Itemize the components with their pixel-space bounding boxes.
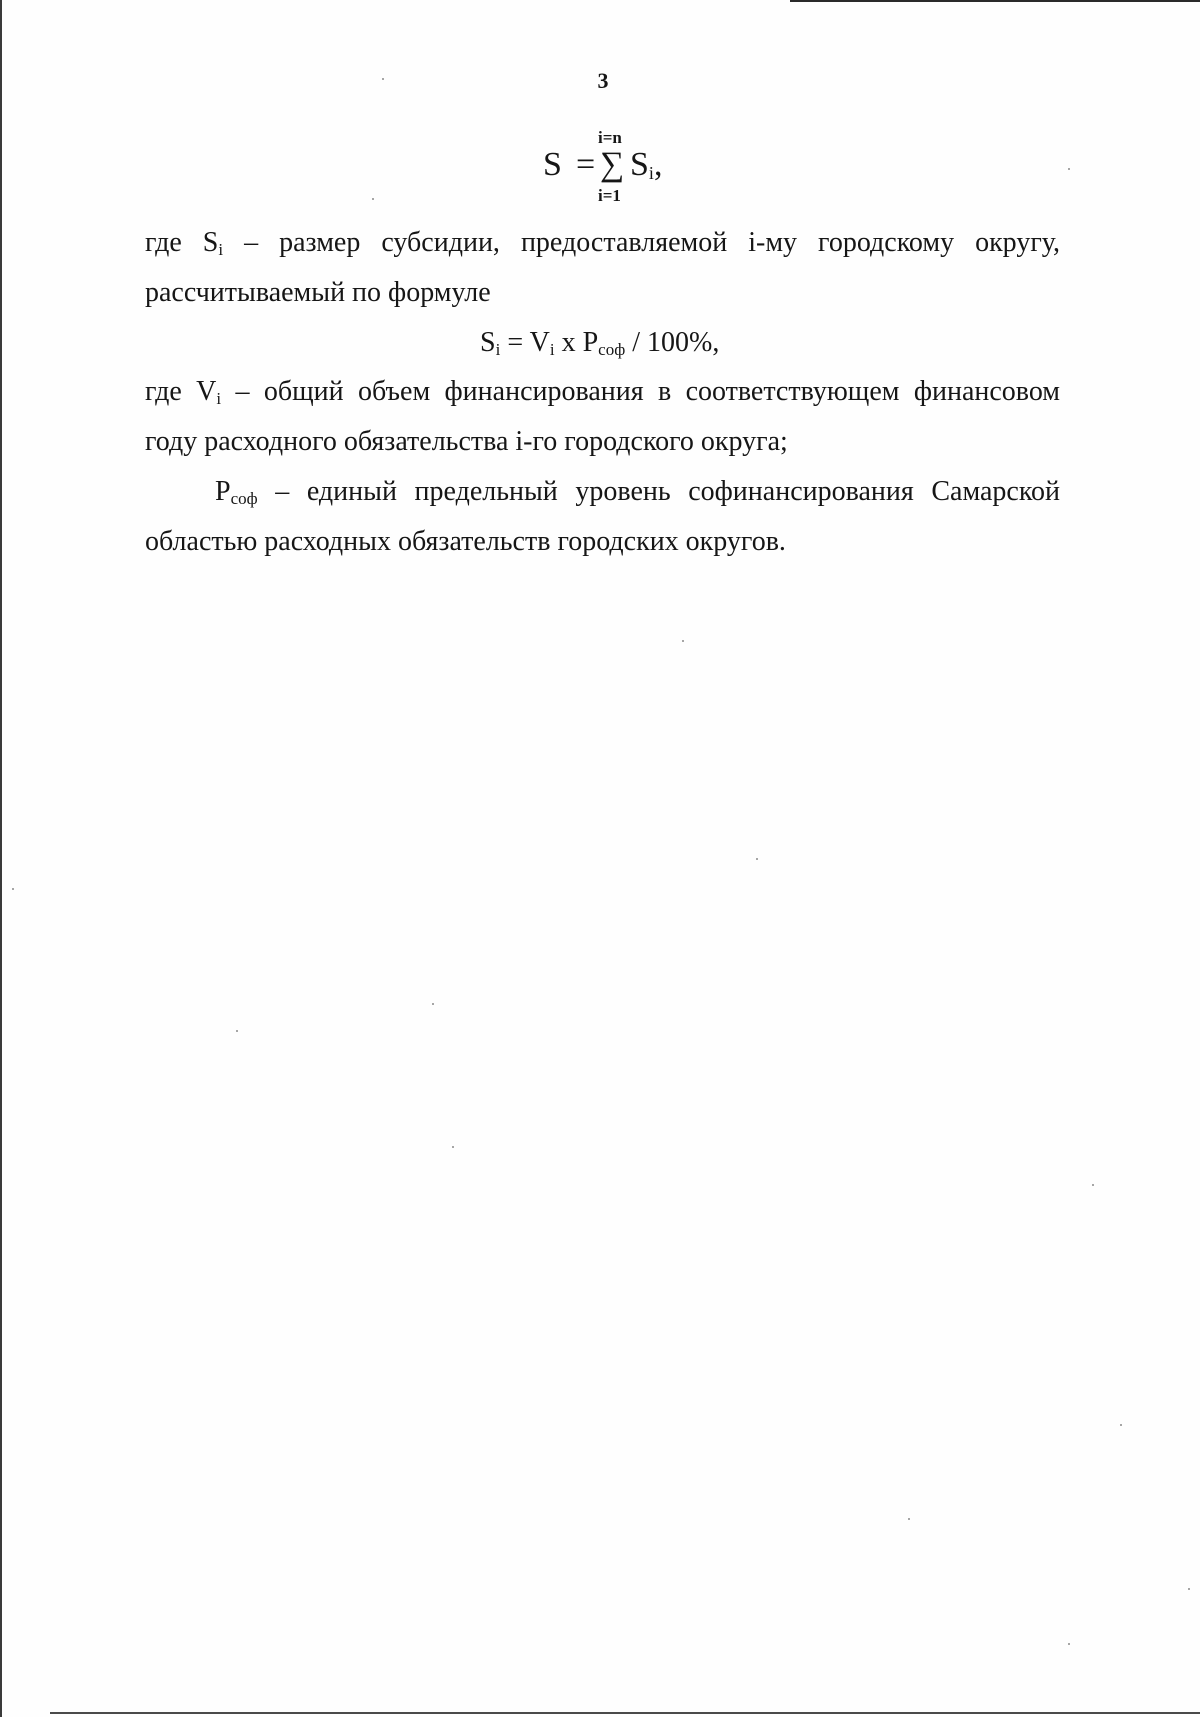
paragraph-3-line-1: $P_{соф}$ – единый предельный уровень софинансирования Самарской <box>215 476 1060 508</box>
paragraph-1-line-2: рассчитываемый по формуле <box>145 277 491 308</box>
sigma-symbol: ∑ <box>600 146 625 183</box>
formula-sum-lower-limit: i=1 <box>598 186 621 205</box>
scan-speck <box>12 888 14 890</box>
summation-formula <box>538 128 688 208</box>
formula-sum-term: $S_i$, <box>630 146 663 183</box>
scan-speck <box>452 1146 454 1148</box>
formula-sum-upper-limit: i=n <box>598 128 622 147</box>
scan-speck <box>372 198 374 200</box>
scan-edge-left <box>0 0 2 1717</box>
scan-speck <box>432 1003 434 1005</box>
scan-speck <box>1188 1588 1190 1590</box>
paragraph-2-line-1: где $V_i$ – общий объем финансирования в соответствующем финансовом <box>145 376 1061 408</box>
scan-speck <box>908 1518 910 1520</box>
paragraph-3-line-2: областью расходных обязательств городских округов. <box>145 526 786 557</box>
subsidy-formula: $S_i = V_i$ x $P_{соф} / 100\%$, <box>480 327 720 359</box>
page-number: 3 <box>597 68 609 93</box>
formula-sum-equals: = <box>576 146 596 183</box>
scan-speck <box>1068 168 1070 170</box>
scan-speck <box>1120 1424 1122 1426</box>
scan-speck <box>682 640 684 642</box>
paragraph-2-line-2: году расходного обязательства i-го городского округа; <box>145 426 788 457</box>
scan-speck <box>236 1030 238 1032</box>
scan-edge-bottom <box>50 1712 1200 1714</box>
paragraph-1-line-1: где $S_i$ – размер субсидии, предоставляемой i-му городскому округу, <box>145 227 1060 259</box>
scan-speck <box>1092 1184 1094 1186</box>
scan-speck <box>756 858 758 860</box>
formula-sum-lhs: S <box>543 146 562 183</box>
scan-edge-top <box>790 0 1200 2</box>
scan-speck <box>382 78 384 80</box>
scan-speck <box>1068 1643 1070 1645</box>
